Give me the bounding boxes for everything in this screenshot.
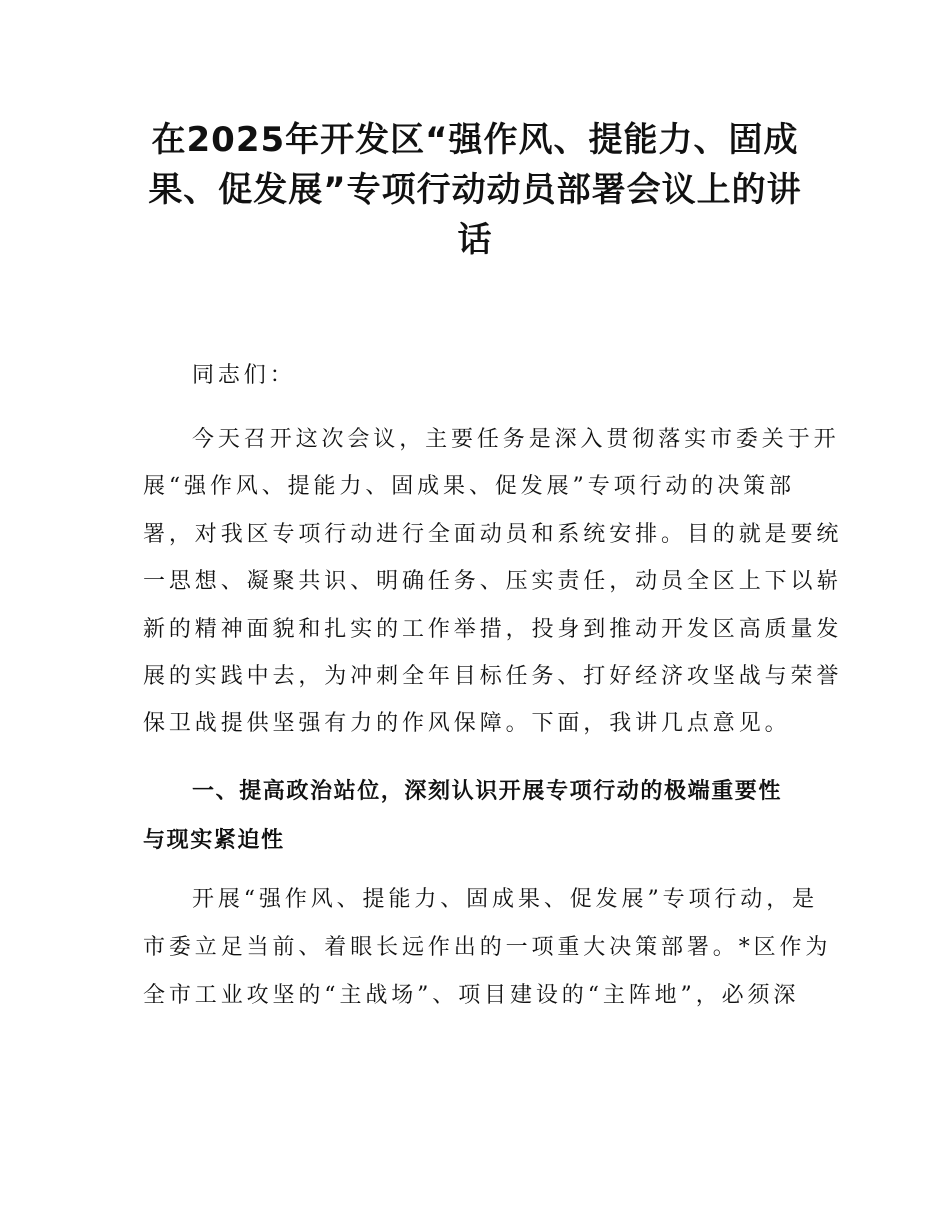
paragraph-line: 保卫战提供坚强有力的作风保障。下面，我讲几点意见。 [143, 711, 791, 736]
title-line: 在2025年开发区“强作风、提能力、固成 [151, 120, 799, 160]
paragraph-line: 市委立足当前、着眼长远作出的一项重大决策部署。*区作为 [143, 935, 832, 960]
title-line: 话 [457, 220, 493, 260]
greeting: 同志们： [192, 363, 296, 388]
heading-line: 与现实紧迫性 [143, 828, 285, 853]
heading-line: 一、提高政治站位，深刻认识开展专项行动的极端重要性 [192, 779, 783, 804]
title-line: 果、促发展”专项行动动员部署会议上的讲 [148, 170, 802, 210]
paragraph-line: 展的实践中去，为冲刺全年目标任务、打好经济攻坚战与荣誉 [143, 664, 843, 689]
paragraph-line: 一思想、凝聚共识、明确任务、压实责任，动员全区上下以崭 [143, 569, 843, 594]
paragraph-line: 开展“强作风、提能力、固成果、促发展”专项行动，是 [192, 887, 818, 912]
paragraph-line: 署，对我区专项行动进行全面动员和系统安排。目的就是要统 [143, 522, 843, 547]
paragraph-line: 全市工业攻坚的“主战场”、项目建设的“主阵地”，必须深 [143, 983, 800, 1008]
paragraph-line: 展“强作风、提能力、固成果、促发展”专项行动的决策部 [143, 474, 795, 499]
paragraph-line: 今天召开这次会议，主要任务是深入贯彻落实市委关于开 [192, 427, 840, 452]
paragraph-line: 新的精神面貌和扎实的工作举措，投身到推动开发区高质量发 [143, 617, 843, 642]
